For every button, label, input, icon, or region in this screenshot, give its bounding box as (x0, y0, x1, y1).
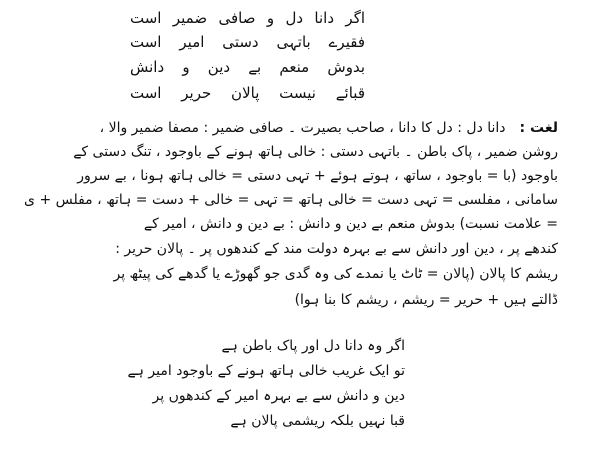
glossary-line-1 (23, 118, 558, 138)
translation-line-3: دین و دانش سے بے بہرہ امیر کے کندھوں پر (152, 388, 405, 404)
verse-line-4: قبائے نیست پالان حریر است (130, 84, 365, 102)
glossary-line-5: = علامت نسبت) بدوش منعم بے دین و دانش : بے دین و دانش ، امیر کے (143, 216, 558, 232)
translation-line-4: قبا نہیں بلکہ ریشمی پالان ہے (230, 413, 405, 429)
glossary-line-6: کندھے پر ، دین اور دانش سے بے بہرہ دولت مند کے کندھوں پر ۔ پالان حریر : (115, 241, 558, 257)
glossary-label: لغت : (519, 120, 558, 136)
translation-line-2: تو ایک غریب خالی ہاتھ ہونے کے باوجود امیر ہے (127, 363, 405, 379)
glossary-line-8: ڈالتے ہیں + حریر = ریشم ، ریشم کا بنا ہوا) (294, 292, 558, 308)
verse-line-3: بدوش منعم بے دین و دانش (130, 58, 365, 76)
verse-line-1: اگر دانا دل و صافی ضمیر است (130, 9, 365, 27)
glossary-line-4: سامانی ، مفلسی = تہی دست = خالی ہاتھ = تہی = خالی + دست = ہاتھ ، مفلس + ی (24, 192, 558, 208)
translation-line-1: اگر وہ دانا دل اور پاک باطن ہے (221, 338, 405, 354)
verse-line-2: فقیرے باتہی دستی امیر است (130, 33, 365, 51)
glossary-line-3: باوجود (با = باوجود ، ساتھ ، ہوتے ہوئے + تہی دستی = خالی ہاتھ ہونا ، بے سرور (77, 168, 558, 184)
glossary-line-2: روشن ضمیر ، پاک باطن ۔ باتہی دستی : خالی ہاتھ ہونے کے باوجود ، تنگ دستی کے (73, 144, 558, 160)
glossary-text: دانا دل : دل کا دانا ، صاحب بصیرت ۔ صافی ضمیر : مصفا ضمیر والا ، (99, 120, 506, 136)
glossary-line-7: ریشم کا پالان (پالان = ٹاٹ یا نمدے کی وہ گدی جو گھوڑے یا گدھے کی پیٹھ پر (113, 266, 558, 282)
